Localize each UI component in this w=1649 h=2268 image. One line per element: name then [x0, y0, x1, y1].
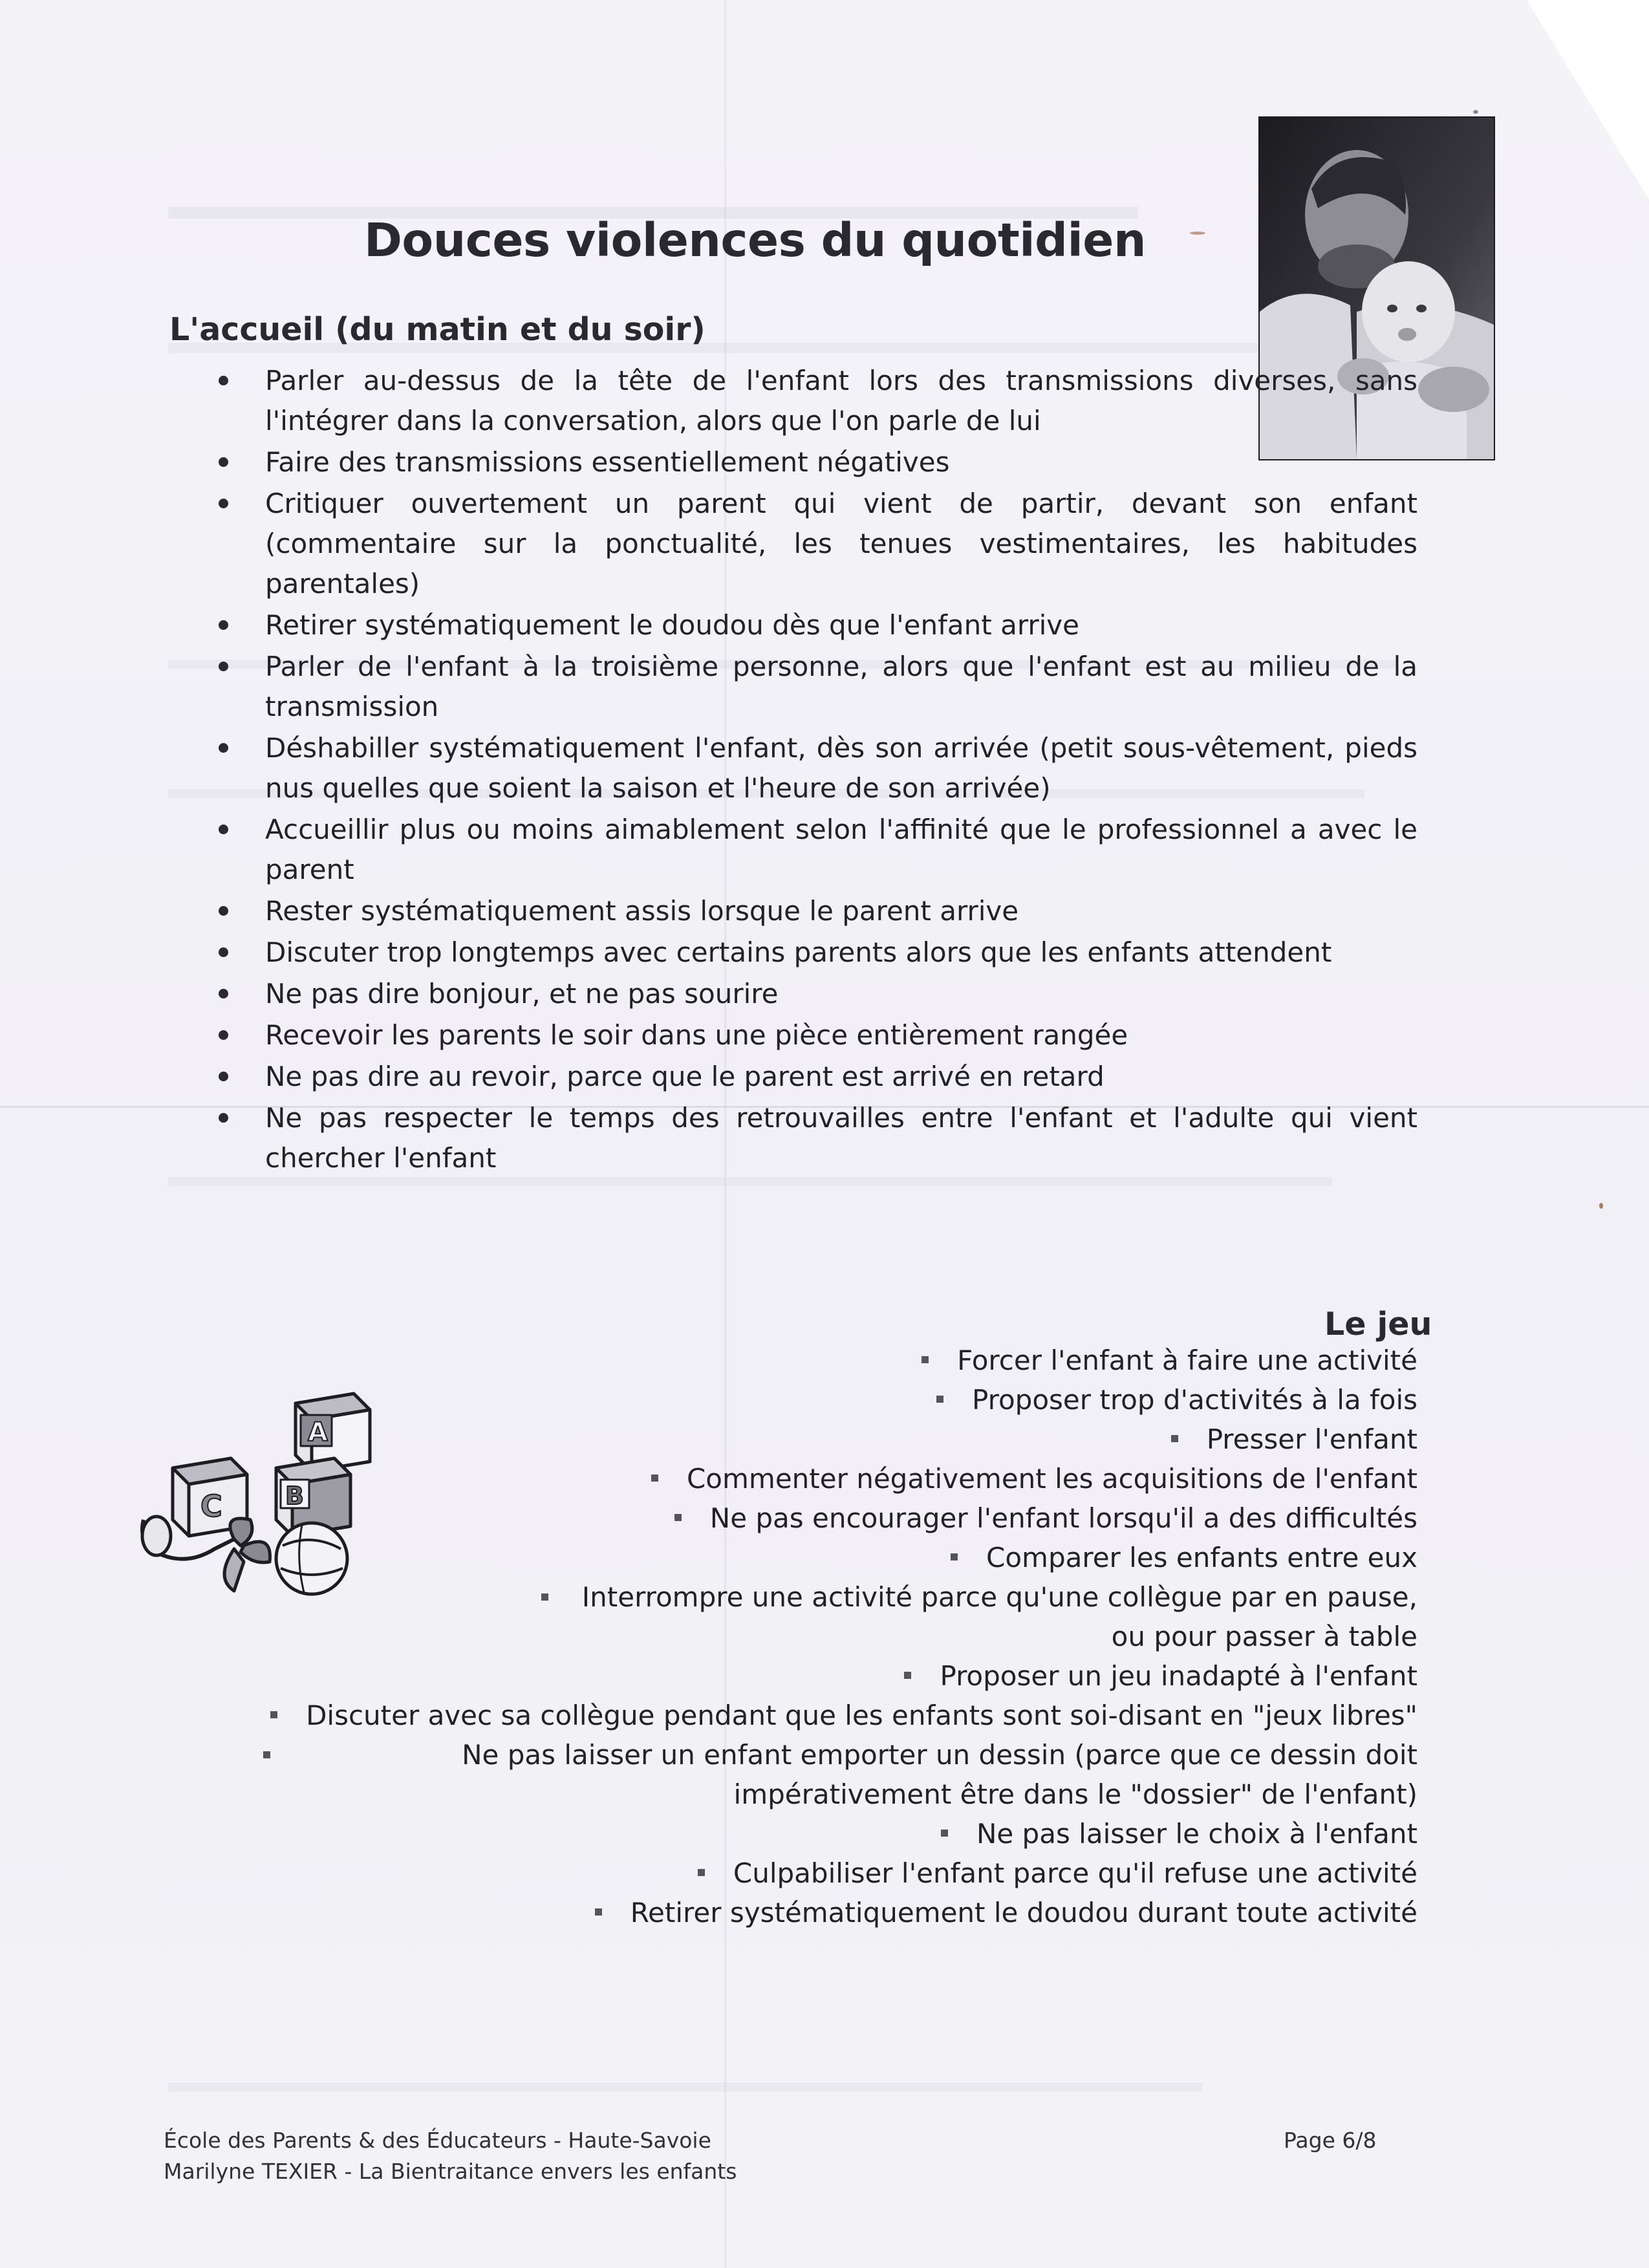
list-item: Proposer un jeu inadapté à l'enfant	[194, 1656, 1417, 1696]
list-item: Ne pas laisser un enfant emporter un dessin (parce que ce dessin doit impérativement être dans le "dossier" de l'enfant)	[194, 1735, 1417, 1814]
bullet-icon	[219, 906, 228, 916]
list-item: Ne pas encourager l'enfant lorsqu'il a des difficultés	[194, 1498, 1417, 1538]
list-item: Ne pas respecter le temps des retrouvailles entre l'enfant et l'adulte qui vient chercher l'enfant	[213, 1098, 1417, 1178]
bullet-icon	[541, 1593, 548, 1601]
bullet-icon	[270, 1711, 277, 1718]
block-letter-b: B	[285, 1482, 304, 1510]
list-item: Discuter trop longtemps avec certains parents alors que les enfants attendent	[213, 933, 1417, 973]
list-item: Accueillir plus ou moins aimablement selon l'affinité que le professionnel a avec le parent	[213, 810, 1417, 890]
bullet-icon	[219, 1113, 228, 1123]
list-item: Proposer trop d'activités à la fois	[194, 1380, 1417, 1420]
list-item: Culpabiliser l'enfant parce qu'il refuse une activité	[194, 1853, 1417, 1893]
bullet-icon	[219, 499, 228, 508]
bullet-icon	[904, 1672, 911, 1679]
list-item: Rester systématiquement assis lorsque le parent arrive	[213, 891, 1417, 931]
list-item: Recevoir les parents le soir dans une pièce entièrement rangée	[213, 1015, 1417, 1055]
list-item: Critiquer ouvertement un parent qui vient de partir, devant son enfant (commentaire sur la ponctualité, les tenues vestimentaires, les habitudes parentales)	[213, 484, 1417, 604]
list-item: Retirer systématiquement le doudou durant toute activité	[194, 1893, 1417, 1932]
bullet-icon	[219, 620, 228, 630]
bullet-icon	[595, 1908, 602, 1916]
list-item: Forcer l'enfant à faire une activité	[194, 1341, 1417, 1380]
bullet-icon	[698, 1869, 705, 1876]
bullet-icon	[1171, 1435, 1178, 1442]
bullet-icon	[219, 947, 228, 957]
bullet-icon	[651, 1474, 658, 1482]
bullet-icon	[921, 1356, 929, 1363]
bullet-icon	[219, 1030, 228, 1040]
bullet-icon	[941, 1830, 948, 1837]
footer-author: Marilyne TEXIER - La Bientraitance envers les enfants	[164, 2159, 737, 2184]
list-item: Faire des transmissions essentiellement négatives	[213, 442, 1417, 482]
page-title: Douces violences du quotidien	[364, 213, 1147, 267]
torn-corner	[1526, 0, 1649, 200]
scan-speck	[1190, 232, 1205, 235]
bullet-icon	[219, 662, 228, 671]
block-letter-a: A	[308, 1418, 328, 1447]
list-item: Parler au-dessus de la tête de l'enfant lors des transmissions diverses, sans l'intégrer dans la conversation, alors que l'on parle de lui	[213, 361, 1417, 441]
bullet-icon	[674, 1514, 682, 1521]
list-item: Discuter avec sa collègue pendant que les enfants sont soi-disant en "jeux libres"	[194, 1696, 1417, 1735]
section-heading-accueil: L'accueil (du matin et du soir)	[169, 310, 706, 348]
list-item: Retirer systématiquement le doudou dès que l'enfant arrive	[213, 605, 1417, 645]
footer-left	[164, 2125, 737, 2187]
scan-speck	[1473, 110, 1478, 114]
bullet-icon	[219, 989, 228, 999]
list-item: Interrompre une activité parce qu'une collègue par en pause, ou pour passer à table	[194, 1577, 1417, 1656]
page-number: Page 6/8	[1284, 2128, 1377, 2153]
list-item: Parler de l'enfant à la troisième personne, alors que l'enfant est au milieu de la transmission	[213, 647, 1417, 727]
list-item: Ne pas dire bonjour, et ne pas sourire	[213, 974, 1417, 1014]
bullet-icon	[936, 1396, 943, 1403]
list-item: Ne pas dire au revoir, parce que le parent est arrivé en retard	[213, 1057, 1417, 1097]
list-item: Ne pas laisser le choix à l'enfant	[194, 1814, 1417, 1853]
bullet-icon	[263, 1751, 270, 1758]
bullet-icon	[219, 457, 228, 467]
accueil-list	[213, 361, 1417, 1180]
bullet-icon	[219, 1072, 228, 1081]
scan-speck	[1599, 1203, 1603, 1209]
list-item: Presser l'enfant	[194, 1420, 1417, 1459]
block-letter-c: C	[200, 1489, 222, 1524]
bullet-icon	[951, 1553, 958, 1561]
list-item: Comparer les enfants entre eux	[194, 1538, 1417, 1577]
list-item: Commenter négativement les acquisitions de l'enfant	[194, 1459, 1417, 1498]
toy-blocks-and-rattle-icon	[137, 1384, 435, 1604]
section-heading-jeu: Le jeu	[1324, 1305, 1432, 1343]
bullet-icon	[219, 743, 228, 753]
bullet-icon	[219, 825, 228, 834]
bullet-icon	[219, 376, 228, 385]
list-item: Déshabiller systématiquement l'enfant, dès son arrivée (petit sous-vêtement, pieds nus quelles que soient la saison et l'heure de son arrivée)	[213, 728, 1417, 808]
footer-organisation: École des Parents & des Éducateurs - Haute-Savoie	[164, 2128, 711, 2153]
